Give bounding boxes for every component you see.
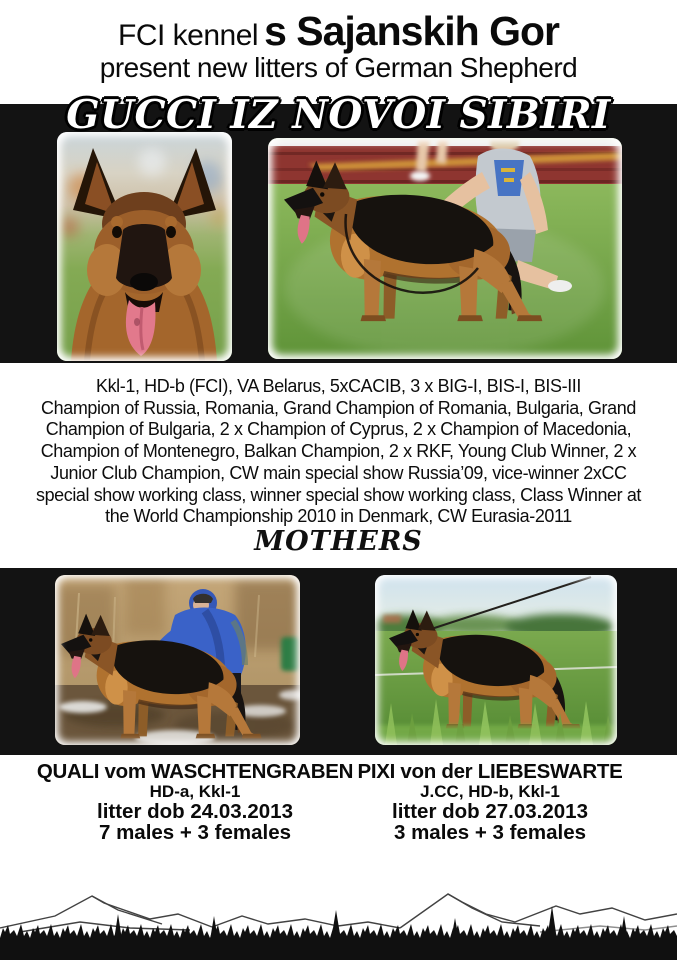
achievements-line: Junior Club Champion, CW main special show Russia’09, vice-winner 2xCC bbox=[50, 461, 627, 483]
dam-health: J.CC, HD-b, Kkl-1 bbox=[420, 782, 560, 801]
mothers-heading: MOTHERS bbox=[254, 526, 423, 557]
mountain-footer-art bbox=[0, 872, 677, 960]
dam-name: PIXI von der LIEBESWARTE bbox=[357, 760, 623, 783]
dam-health: HD-a, Kkl-1 bbox=[149, 782, 241, 801]
achievements-line: the World Championship 2010 in Denmark, CW Eurasia-2011 bbox=[105, 505, 572, 527]
dam-quali-art bbox=[55, 575, 300, 745]
sire-stack-art bbox=[268, 138, 622, 359]
dam-litter-dob: litter dob 27.03.2013 bbox=[392, 800, 588, 823]
achievements-line: Kkl-1, HD-b (FCI), VA Belarus, 5xCACIB, 3 x BIG-I, BIS-I, BIS-III bbox=[96, 375, 581, 396]
dam-quali-photo bbox=[55, 575, 300, 745]
kennel-prefix: FCI kennel bbox=[118, 19, 259, 52]
dam-pixi-photo bbox=[375, 575, 617, 745]
sire-portrait-photo bbox=[57, 132, 232, 361]
achievements-line: special show working class, winner special show working class, Class Winner at bbox=[35, 483, 642, 505]
dam-pixi-art bbox=[375, 575, 617, 745]
dam-name: QUALI vom WASCHTENGRABEN bbox=[36, 760, 354, 783]
dam-litter-dob: litter dob 24.03.2013 bbox=[97, 800, 293, 823]
kennel-subtitle: present new litters of German Shepherd bbox=[99, 52, 578, 83]
dam-litter-size: 7 males + 3 females bbox=[98, 821, 292, 844]
achievements-line: Champion of Russia, Romania, Grand Champion of Romania, Bulgaria, Grand bbox=[41, 396, 636, 418]
dam-quali-info bbox=[25, 761, 365, 843]
dam-pixi-info bbox=[350, 761, 630, 843]
achievements-line: Champion of Montenegro, Balkan Champion, 2 x RKF, Young Club Winner, 2 x bbox=[40, 440, 637, 462]
sire-achievements bbox=[10, 375, 667, 527]
sire-stack-photo bbox=[268, 138, 622, 359]
kennel-name: s Sajanskih Gor bbox=[264, 8, 559, 54]
achievements-line: Champion of Bulgaria, 2 x Champion of Cyprus, 2 x Champion of Macedonia, bbox=[45, 418, 632, 440]
dam-litter-size: 3 males + 3 females bbox=[393, 821, 587, 844]
sire-name-title: GUCCI IZ NOVOI SIBIRI bbox=[66, 92, 611, 138]
sire-portrait-art bbox=[57, 132, 232, 361]
